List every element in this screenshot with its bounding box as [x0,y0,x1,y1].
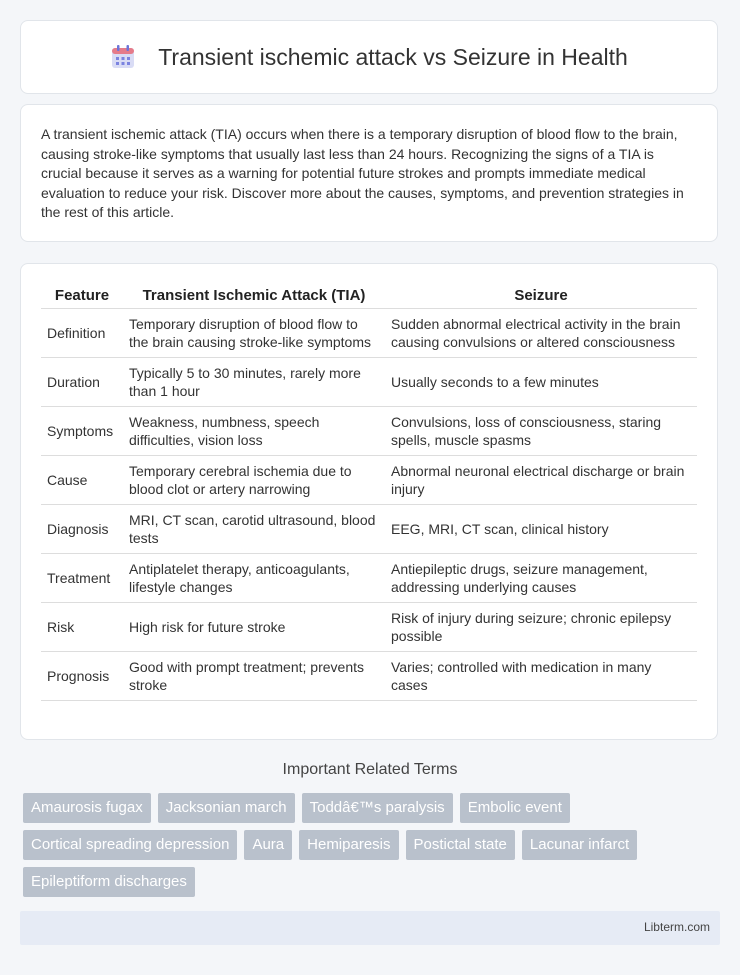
intro-card [20,104,718,242]
related-term-tag[interactable]: Toddâ€™s paralysis [302,793,453,823]
related-term-tag[interactable]: Postictal state [406,830,515,860]
tia-cell: MRI, CT scan, carotid ultrasound, blood tests [123,505,385,554]
related-term-tag[interactable]: Epileptiform discharges [23,867,195,897]
feature-cell: Duration [41,358,123,407]
seizure-cell: Sudden abnormal electrical activity in the brain causing convulsions or altered consciousness [385,309,697,358]
header-feature: Feature [41,283,123,309]
feature-cell: Treatment [41,554,123,603]
comparison-card [20,263,718,740]
feature-cell: Definition [41,309,123,358]
feature-cell: Cause [41,456,123,505]
footer [20,911,720,945]
calendar-icon [110,44,136,70]
table-header-row [41,283,697,309]
header-tia: Transient Ischemic Attack (TIA) [123,283,385,309]
comparison-table [41,283,697,701]
related-term-tag[interactable]: Lacunar infarct [522,830,637,860]
header-card [20,20,718,94]
seizure-cell: Abnormal neuronal electrical discharge or brain injury [385,456,697,505]
footer-link[interactable]: Libterm.com [643,920,710,934]
related-term-tag[interactable]: Hemiparesis [299,830,398,860]
table-row [41,554,697,603]
feature-cell: Diagnosis [41,505,123,554]
seizure-cell: Varies; controlled with medication in many cases [385,652,697,701]
feature-cell: Prognosis [41,652,123,701]
intro-text: A transient ischemic attack (TIA) occurs when there is a temporary disruption of blood flow to the brain, causing stroke-like symptoms that usually last less than 24 hours. Recognizing the signs of a TIA is crucial because it serves as a warning for potential future strokes and prompts immediate medical evaluation to reduce your risk. Discover more about the causes, symptoms, and prevention strategies in the rest of this article. [41,126,684,220]
tia-cell: Typically 5 to 30 minutes, rarely more than 1 hour [123,358,385,407]
feature-cell: Symptoms [41,407,123,456]
related-term-tag[interactable]: Aura [244,830,292,860]
related-term-tag[interactable]: Amaurosis fugax [23,793,151,823]
tia-cell: High risk for future stroke [123,603,385,652]
seizure-cell: Convulsions, loss of consciousness, staring spells, muscle spasms [385,407,697,456]
header-seizure: Seizure [385,283,697,309]
related-term-tag[interactable]: Jacksonian march [158,793,295,823]
table-row [41,505,697,554]
related-terms-title: Important Related Terms [282,761,458,778]
tia-cell: Temporary disruption of blood flow to the brain causing stroke-like symptoms [123,309,385,358]
seizure-cell: Antiepileptic drugs, seizure management, addressing underlying causes [385,554,697,603]
table-row [41,652,697,701]
related-term-tag[interactable]: Embolic event [460,793,570,823]
table-row [41,358,697,407]
seizure-cell: Risk of injury during seizure; chronic epilepsy possible [385,603,697,652]
tia-cell: Weakness, numbness, speech difficulties, vision loss [123,407,385,456]
table-row [41,456,697,505]
feature-cell: Risk [41,603,123,652]
page-title: Transient ischemic attack vs Seizure in Health [158,43,628,70]
table-row [41,407,697,456]
related-terms-list [23,793,723,904]
table-row [41,309,697,358]
related-term-tag[interactable]: Cortical spreading depression [23,830,237,860]
tia-cell: Temporary cerebral ischemia due to blood clot or artery narrowing [123,456,385,505]
seizure-cell: Usually seconds to a few minutes [385,358,697,407]
tia-cell: Good with prompt treatment; prevents stroke [123,652,385,701]
tia-cell: Antiplatelet therapy, anticoagulants, lifestyle changes [123,554,385,603]
table-row [41,603,697,652]
seizure-cell: EEG, MRI, CT scan, clinical history [385,505,697,554]
